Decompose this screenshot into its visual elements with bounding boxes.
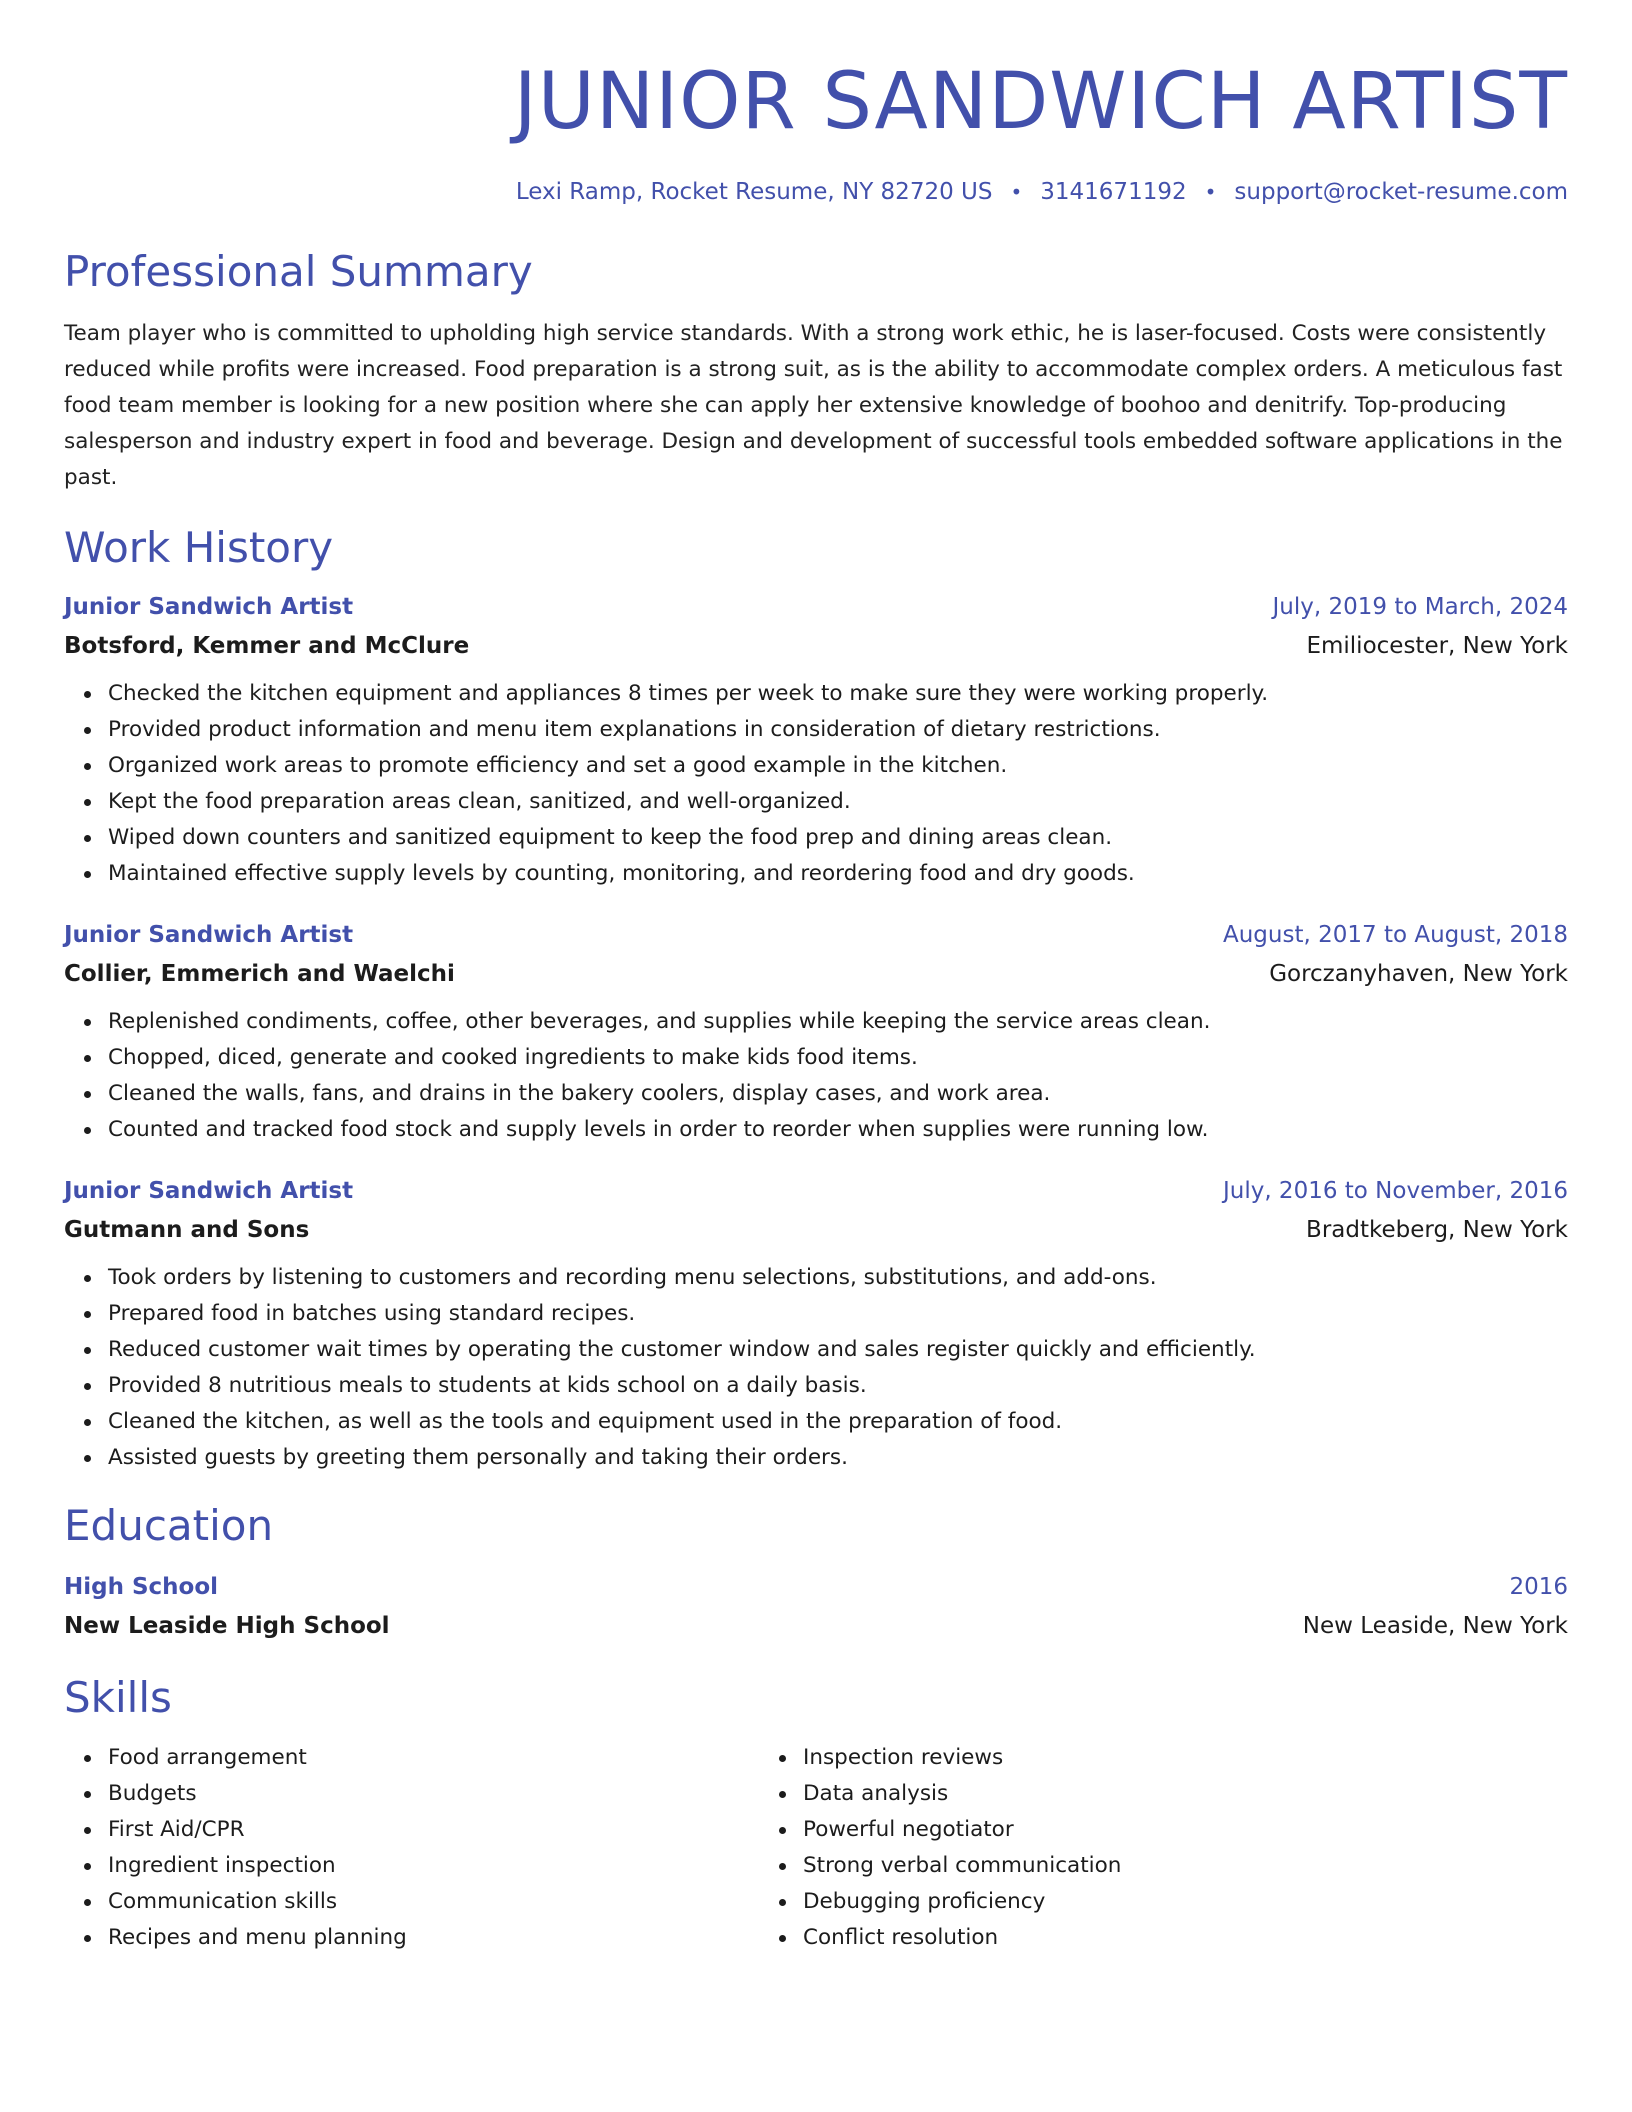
job-entry (64, 588, 1568, 892)
job-title: Junior Sandwich Artist (64, 1178, 354, 1204)
skill-item: Budgets (108, 1776, 759, 1812)
work-history-heading: Work History (64, 523, 334, 572)
job-employer: Collier, Emmerich and Waelchi (64, 961, 455, 987)
job-location: Emiliocester, New York (1306, 633, 1568, 659)
job-duty: Wiped down counters and sanitized equipment to keep the food prep and dining areas clean. (108, 820, 1568, 856)
job-dates: July, 2016 to November, 2016 (1222, 1178, 1568, 1204)
skill-item: Data analysis (803, 1776, 1359, 1812)
education-year: 2016 (1509, 1574, 1568, 1600)
job-location: Gorczanyhaven, New York (1269, 961, 1568, 987)
skill-item: Recipes and menu planning (108, 1920, 759, 1956)
summary-section (64, 246, 1568, 496)
job-duty: Prepared food in batches using standard recipes. (108, 1296, 1568, 1332)
contact-separator: • (1010, 180, 1023, 204)
contact-phone: 3141671192 (1040, 179, 1187, 205)
job-duty: Cleaned the kitchen, as well as the tools and equipment used in the preparation of food. (108, 1404, 1568, 1440)
skill-item: Debugging proficiency (803, 1884, 1359, 1920)
skills-list-right (759, 1740, 1359, 1956)
job-dates: July, 2019 to March, 2024 (1272, 594, 1568, 620)
job-duty: Counted and tracked food stock and supply levels in order to reorder when supplies were running low. (108, 1112, 1568, 1148)
job-duty: Organized work areas to promote efficiency and set a good example in the kitchen. (108, 748, 1568, 784)
education-degree: High School (64, 1574, 219, 1600)
resume-header (64, 0, 1568, 208)
skill-item: First Aid/CPR (108, 1812, 759, 1848)
job-location: Bradtkeberg, New York (1306, 1217, 1568, 1243)
education-location: New Leaside, New York (1302, 1613, 1568, 1639)
skill-item: Communication skills (108, 1884, 759, 1920)
skill-item: Powerful negotiator (803, 1812, 1359, 1848)
job-duties (64, 1004, 1568, 1148)
work-history-section (64, 522, 1568, 1476)
job-duty: Kept the food preparation areas clean, sanitized, and well-organized. (108, 784, 1568, 820)
summary-text: Team player who is committed to upholding high service standards. With a strong work ethic, he is laser-focused. Costs were consistently reduced while profits were increased. Food preparation is a strong suit, as is the ability to accommodate complex orders. A meticulous fast food team member is looking for a new position where she can apply her extensive knowledge of boohoo and denitrify. Top-producing salesperson and industry expert in food and beverage. Design and development of successful tools embedded software applications in the past. (64, 321, 1563, 490)
job-entry (64, 916, 1568, 1148)
summary-heading: Professional Summary (64, 247, 533, 296)
education-section (64, 1500, 1568, 1646)
job-duty: Took orders by listening to customers and recording menu selections, substitutions, and add-ons. (108, 1260, 1568, 1296)
contact-separator: • (1204, 180, 1217, 204)
skill-item: Ingredient inspection (108, 1848, 759, 1884)
education-heading: Education (64, 1501, 274, 1550)
skill-item: Food arrangement (108, 1740, 759, 1776)
skills-columns (64, 1740, 1568, 1956)
skills-list-left (64, 1740, 759, 1956)
job-duty: Chopped, diced, generate and cooked ingredients to make kids food items. (108, 1040, 1568, 1076)
job-duty: Assisted guests by greeting them personally and taking their orders. (108, 1440, 1568, 1476)
job-duty: Replenished condiments, coffee, other beverages, and supplies while keeping the service areas clean. (108, 1004, 1568, 1040)
job-title: Junior Sandwich Artist (64, 594, 354, 620)
job-duty: Checked the kitchen equipment and appliances 8 times per week to make sure they were working properly. (108, 676, 1568, 712)
skill-item: Conflict resolution (803, 1920, 1359, 1956)
job-duty: Reduced customer wait times by operating the customer window and sales register quickly and efficiently. (108, 1332, 1568, 1368)
contact-email: support@rocket-resume.com (1234, 179, 1568, 205)
skills-heading: Skills (64, 1673, 172, 1722)
job-employer: Botsford, Kemmer and McClure (64, 633, 470, 659)
job-dates: August, 2017 to August, 2018 (1223, 922, 1568, 948)
job-duty: Maintained effective supply levels by counting, monitoring, and reordering food and dry goods. (108, 856, 1568, 892)
job-duty: Provided 8 nutritious meals to students at kids school on a daily basis. (108, 1368, 1568, 1404)
resume-title: JUNIOR SANDWICH ARTIST (513, 57, 1568, 147)
job-entry (64, 1172, 1568, 1476)
job-duty: Provided product information and menu item explanations in consideration of dietary restrictions. (108, 712, 1568, 748)
skill-item: Strong verbal communication (803, 1848, 1359, 1884)
contact-address: Lexi Ramp, Rocket Resume, NY 82720 US (515, 179, 993, 205)
skills-section (64, 1672, 1568, 1956)
job-duties (64, 1260, 1568, 1476)
education-school: New Leaside High School (64, 1613, 390, 1639)
contact-line (64, 176, 1568, 208)
education-entry (64, 1568, 1568, 1646)
skill-item: Inspection reviews (803, 1740, 1359, 1776)
job-duty: Cleaned the walls, fans, and drains in the bakery coolers, display cases, and work area. (108, 1076, 1568, 1112)
job-employer: Gutmann and Sons (64, 1217, 310, 1243)
job-duties (64, 676, 1568, 892)
job-title: Junior Sandwich Artist (64, 922, 354, 948)
